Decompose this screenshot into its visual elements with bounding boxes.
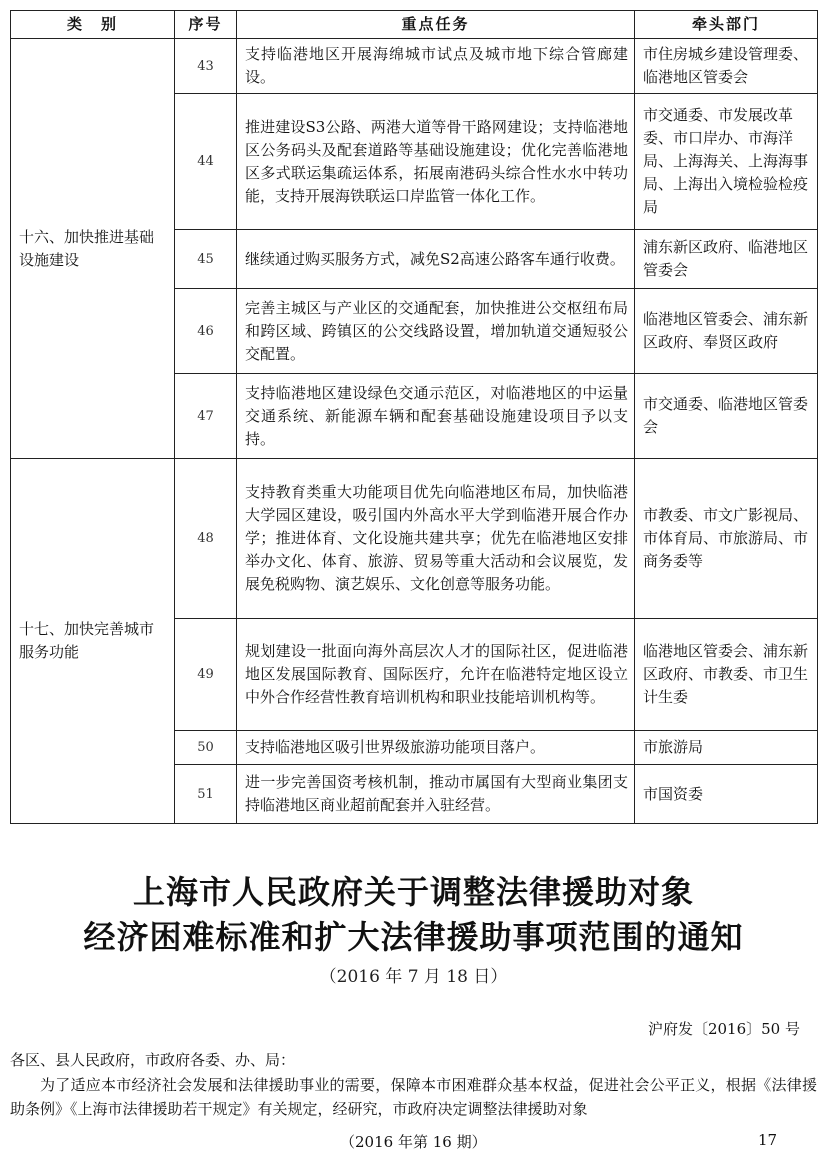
body-paragraph: 为了适应本市经济社会发展和法律援助事业的需要，保障本市困难群众基本权益，促进社会公平正义，根据《法律援助条例》《上海市法律援助若干规定》有关规定，经研究，市政府决定调整法律援助对象 bbox=[10, 1076, 817, 1118]
department-cell: 市交通委、市发展改革委、市口岸办、市海洋局、上海海关、上海海事局、上海出入境检验检疫局 bbox=[635, 94, 818, 230]
task-cell: 推进建设S3公路、两港大道等骨干路网建设；支持临港地区公务码头及配套道路等基础设施建设；优化完善临港地区多式联运集疏运体系，拓展南港码头综合性水水中转功能，支持开展海铁联运口岸监管一体化工作。 bbox=[237, 94, 635, 230]
department-cell: 市交通委、临港地区管委会 bbox=[635, 374, 818, 459]
department-cell: 市国资委 bbox=[635, 765, 818, 824]
category-cell: 十七、加快完善城市服务功能 bbox=[11, 459, 175, 824]
row-number: 48 bbox=[175, 459, 237, 619]
department-cell: 临港地区管委会、浦东新区政府、奉贤区政府 bbox=[635, 289, 818, 374]
header-task: 重点任务 bbox=[237, 11, 635, 39]
header-department: 牵头部门 bbox=[635, 11, 818, 39]
table-header-row bbox=[11, 11, 818, 39]
row-number: 45 bbox=[175, 230, 237, 289]
task-cell: 继续通过购买服务方式，减免S2高速公路客车通行收费。 bbox=[237, 230, 635, 289]
notice-date: （2016 年 7 月 18 日） bbox=[319, 967, 508, 987]
category-cell: 十六、加快推进基础设施建设 bbox=[11, 39, 175, 459]
issue-footer: （2016 年第 16 期） bbox=[340, 1133, 487, 1151]
addressee: 各区、县人民政府，市政府各委、办、局： bbox=[10, 1051, 296, 1069]
task-cell: 支持临港地区开展海绵城市试点及城市地下综合管廊建设。 bbox=[237, 39, 635, 94]
row-number: 51 bbox=[175, 765, 237, 824]
header-number: 序号 bbox=[175, 11, 237, 39]
task-cell: 支持临港地区吸引世界级旅游功能项目落户。 bbox=[237, 731, 635, 765]
department-cell: 市旅游局 bbox=[635, 731, 818, 765]
row-number: 44 bbox=[175, 94, 237, 230]
table-row bbox=[11, 39, 818, 94]
page-number: 17 bbox=[758, 1131, 778, 1149]
notice-title-line1: 上海市人民政府关于调整法律援助对象 bbox=[132, 873, 694, 911]
row-number: 50 bbox=[175, 731, 237, 765]
header-category: 类 别 bbox=[11, 11, 175, 39]
department-cell: 市教委、市文广影视局、市体育局、市旅游局、市商务委等 bbox=[635, 459, 818, 619]
task-cell: 规划建设一批面向海外高层次人才的国际社区，促进临港地区发展国际教育、国际医疗，允许在临港特定地区设立中外合作经营性教育培训机构和职业技能培训机构等。 bbox=[237, 619, 635, 731]
tasks-table bbox=[10, 10, 818, 824]
table-row bbox=[11, 459, 818, 619]
row-number: 46 bbox=[175, 289, 237, 374]
row-number: 43 bbox=[175, 39, 237, 94]
task-cell: 支持临港地区建设绿色交通示范区，对临港地区的中运量交通系统、新能源车辆和配套基础设施建设项目予以支持。 bbox=[237, 374, 635, 459]
department-cell: 临港地区管委会、浦东新区政府、市教委、市卫生计生委 bbox=[635, 619, 818, 731]
row-number: 47 bbox=[175, 374, 237, 459]
department-cell: 浦东新区政府、临港地区管委会 bbox=[635, 230, 818, 289]
task-cell: 支持教育类重大功能项目优先向临港地区布局，加快临港大学园区建设，吸引国内外高水平大学到临港开展合作办学；推进体育、文化设施共建共享；优先在临港地区安排举办文化、体育、旅游、贸易等重大活动和会议展览，发展免税购物、演艺娱乐、文化创意等服务功能。 bbox=[237, 459, 635, 619]
task-cell: 进一步完善国资考核机制，推动市属国有大型商业集团支持临港地区商业超前配套并入驻经营。 bbox=[237, 765, 635, 824]
row-number: 49 bbox=[175, 619, 237, 731]
department-cell: 市住房城乡建设管理委、临港地区管委会 bbox=[635, 39, 818, 94]
task-cell: 完善主城区与产业区的交通配套，加快推进公交枢纽布局和跨区域、跨镇区的公交线路设置，增加轨道交通短驳公交配置。 bbox=[237, 289, 635, 374]
notice-title-line2: 经济困难标准和扩大法律援助事项范围的通知 bbox=[83, 918, 744, 956]
document-number: 沪府发〔2016〕50 号 bbox=[647, 1020, 800, 1038]
